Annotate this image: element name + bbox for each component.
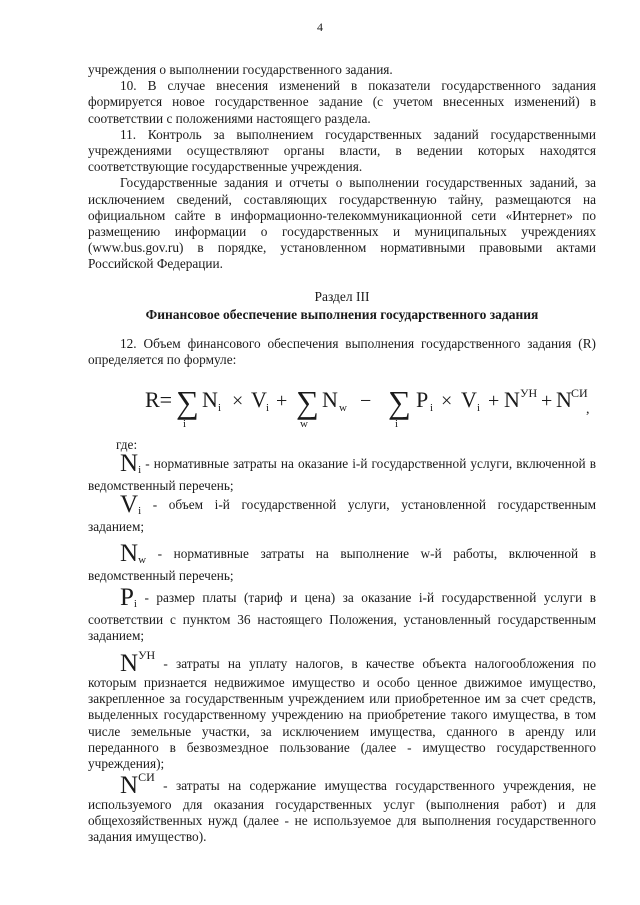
sum-sign-1: ∑ bbox=[176, 384, 199, 420]
formula-sub-i-3: i bbox=[430, 402, 434, 414]
formula-sub-i-4: i bbox=[477, 402, 481, 414]
formula-times-1: × bbox=[232, 390, 244, 412]
sum-index-i-1: i bbox=[183, 418, 187, 430]
formula-N-2: N bbox=[322, 387, 338, 412]
formula-sup-si: СИ bbox=[571, 386, 588, 400]
formula-plus-2: + bbox=[488, 390, 500, 412]
symbol-P: P bbox=[120, 584, 134, 611]
symbol-sup: УН bbox=[138, 648, 156, 662]
formula-minus: − bbox=[360, 390, 372, 412]
symbol-sub: w bbox=[138, 554, 147, 566]
sum-index-w: w bbox=[300, 418, 308, 430]
symbol-V: V bbox=[120, 491, 139, 518]
sum-sign-2: ∑ bbox=[296, 384, 319, 420]
financing-formula bbox=[145, 377, 595, 437]
symbol-N: N bbox=[120, 650, 139, 677]
formula-N-1: N bbox=[202, 387, 218, 412]
formula-sub-i-1: i bbox=[218, 402, 222, 414]
formula-comma: , bbox=[586, 402, 590, 417]
formula-N-3: N bbox=[504, 387, 520, 412]
section-title: Финансовое обеспечение выполнения государственного задания bbox=[145, 307, 539, 322]
formula-plus-1: + bbox=[276, 390, 288, 412]
paragraph-continuation: учреждения о выполнении государственного задания. bbox=[88, 62, 393, 77]
formula-sup-un: УН bbox=[520, 386, 538, 400]
formula-lhs: R= bbox=[145, 387, 173, 412]
section-heading: Раздел III bbox=[314, 289, 370, 304]
top-text-block bbox=[88, 62, 596, 273]
definition-text: - нормативные затраты на выполнение w-й работы, включенной в ведомственный перечень; bbox=[88, 546, 596, 584]
formula-plus-3: + bbox=[541, 390, 553, 412]
symbol-sup: СИ bbox=[138, 770, 155, 784]
symbol-sub: i bbox=[138, 464, 142, 476]
definition-text: - затраты на уплату налогов, в качестве объекта налогообложения по которым признается недвижимое имущество и особо ценное движимое имущество, закрепленное за государственным учреждением или приобретенное им за счет средств, выделенных государственному учреждению на приобретение такого имущества, в том числе земельные участки, за исключением имущества, сданного в аренду или переданного в безвозмездное пользование (далее - имущество государственного учреждения); bbox=[88, 656, 596, 772]
formula-times-2: × bbox=[441, 390, 453, 412]
symbol-N: N bbox=[120, 772, 139, 799]
definition-Ni bbox=[88, 450, 596, 494]
paragraph-12: 12. Объем финансового обеспечения выполнения государственного задания (R) определяется по формуле: bbox=[88, 336, 596, 368]
definition-text: - размер платы (тариф и цена) за оказание i-й государственной услуги в соответствии с пунктом 36 настоящего Положения, установленный государственным заданием; bbox=[88, 590, 596, 644]
sum-sign-3: ∑ bbox=[388, 384, 411, 420]
paragraph-publication: Государственные задания и отчеты о выполнении государственных заданий, за исключением сведений, составляющих государственную тайну, размещаются на официальном сайте в информационно-телекоммуникационной сети «Интернет» по размещению информации о государственных и муниципальных учреждениях (www.bus.gov.ru) в порядке, установленном нормативными правовыми актами Российской Федерации. bbox=[88, 175, 596, 272]
paragraph-11: 11. Контроль за выполнением государственных заданий государственными учреждениями осуществляют органы власти, в ведении которых находятся соответствующие государственные учреждения. bbox=[88, 126, 596, 175]
definition-Vi bbox=[88, 491, 596, 535]
definition-Pi bbox=[88, 584, 596, 645]
definition-N-un bbox=[88, 647, 596, 772]
page-number: 4 bbox=[317, 20, 323, 34]
symbol-sub: i bbox=[138, 505, 142, 517]
where-label: где: bbox=[116, 437, 138, 452]
formula-V-2: V bbox=[461, 387, 477, 412]
symbol-N: N bbox=[120, 450, 139, 477]
symbol-sub: i bbox=[133, 598, 137, 610]
definition-text: - объем i-й государственной услуги, установленной государственным заданием; bbox=[88, 497, 596, 535]
formula-V-1: V bbox=[251, 387, 267, 412]
definition-text: - затраты на содержание имущества государственного учреждения, не используемого для оказания государственных услуг (выполнения работ) и для общехозяйственных нужд (далее - не используемое для выполнения государственного задания имущество). bbox=[88, 778, 596, 845]
definition-text: - нормативные затраты на оказание i-й государственной услуги, включенной в ведомственный перечень; bbox=[88, 456, 596, 494]
sum-index-i-2: i bbox=[395, 418, 399, 430]
definition-N-si bbox=[88, 769, 596, 846]
symbol-N: N bbox=[120, 540, 139, 567]
paragraph-10: 10. В случае внесения изменений в показатели государственного задания формируется новое государственное задание (с учетом внесенных изменений) в соответствии с положениями настоящего раздела. bbox=[88, 78, 596, 126]
formula-N-4: N bbox=[556, 387, 572, 412]
paragraph-12-block bbox=[88, 336, 596, 368]
formula-P: P bbox=[416, 387, 429, 412]
formula-sub-i-2: i bbox=[266, 402, 270, 414]
definition-Nw bbox=[88, 540, 596, 584]
formula-sub-w: w bbox=[339, 402, 347, 414]
